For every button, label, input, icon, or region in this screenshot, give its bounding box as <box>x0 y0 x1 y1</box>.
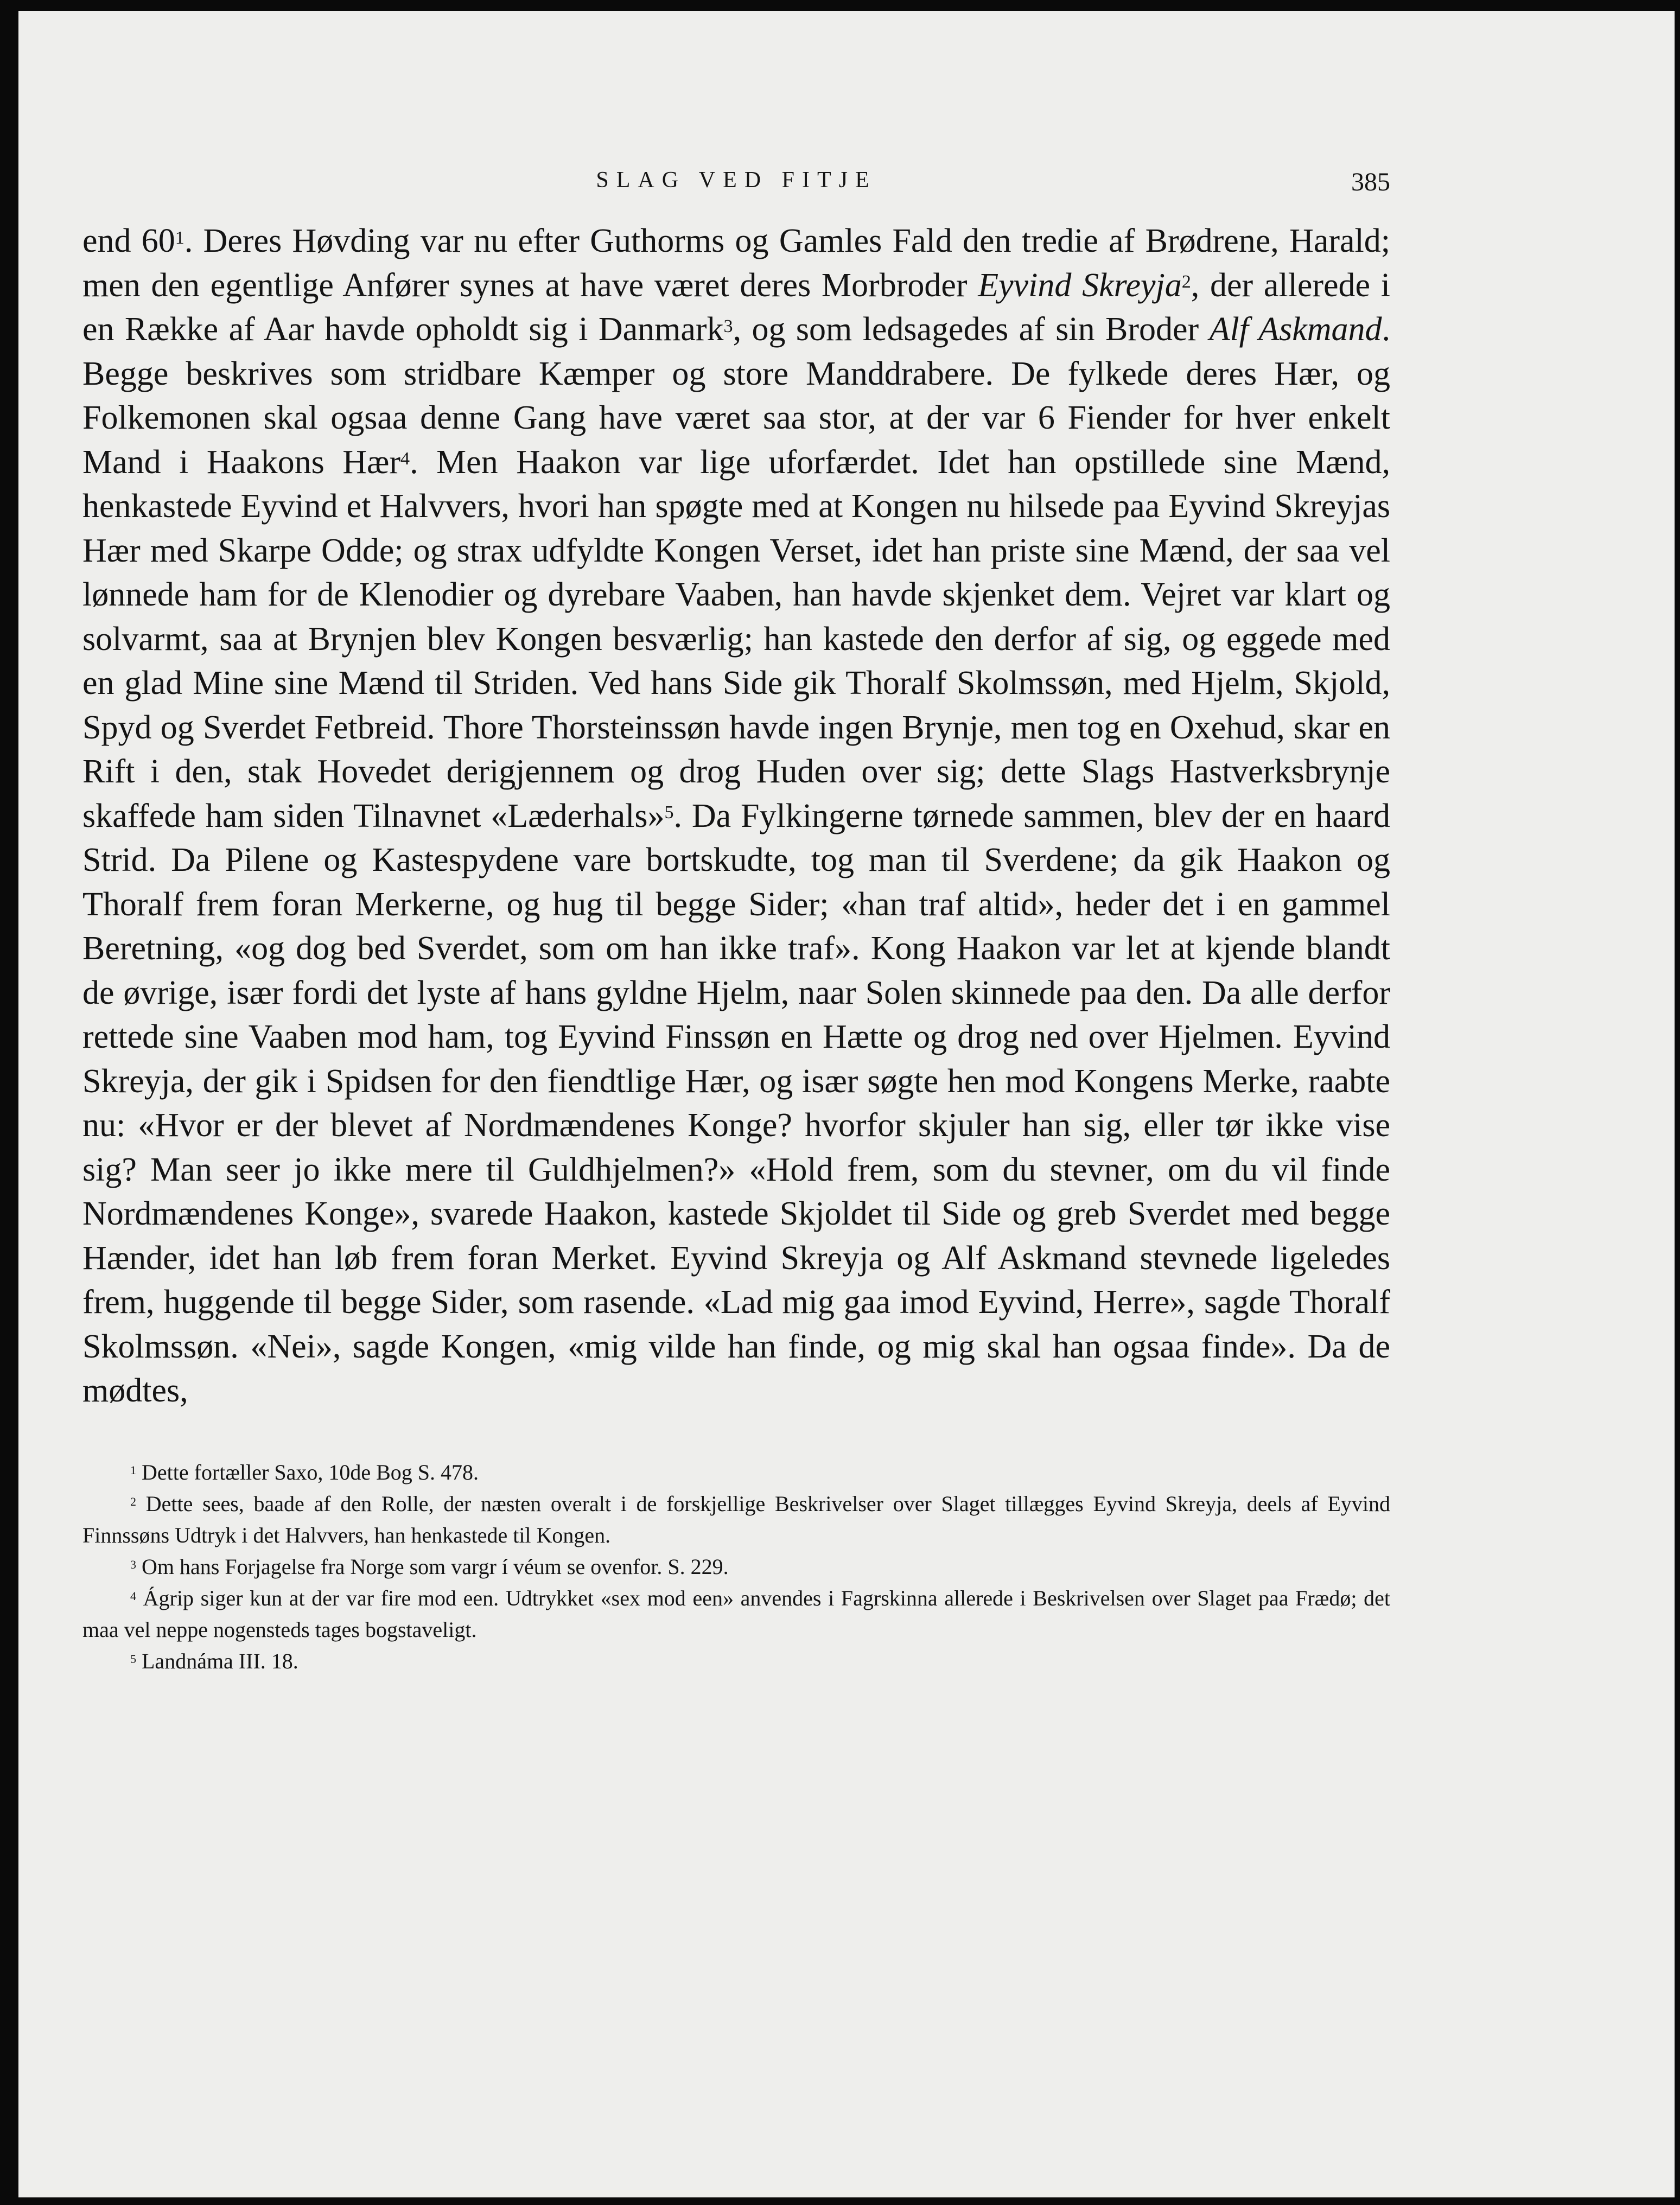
running-title: SLAG VED FITJE <box>596 168 877 193</box>
page-number: 385 <box>1351 168 1390 196</box>
footnote-ref-3: 3 <box>723 316 733 336</box>
footnote-number: 4 <box>130 1589 136 1603</box>
book-page <box>82 157 1390 1677</box>
footnote-2 <box>82 1488 1390 1551</box>
text-run: . Da Fylkingerne tørnede sammen, blev der en haard Strid. Da Pilene og Kastespydene vare bortskudte, tog man til Sverdene; da gik Haakon og Thoralf frem foran Merkerne, og hug til begge Sider; «han traf altid», heder det i en gammel Beretning, «og dog bed Sverdet, som om han ikke traf». Kong Haakon var let at kjende blandt de øvrige, især fordi det lyste af hans gyldne Hjelm, naar Solen skinnede paa den. Da alle derfor rettede sine Vaaben mod ham, tog Eyvind Finssøn en Hætte og drog ned over Hjelmen. Eyvind Skreyja, der gik i Spidsen for den fiendtlige Hær, og især søgte hen mod Kongens Merke, raabte nu: «Hvor er der blevet af Nordmændenes Konge? hvorfor skjuler han sig, eller tør ikke vise sig? Man seer jo ikke mere til Guldhjelmen?» «Hold frem, som du stevner, om du vil finde Nordmændenes Konge», svarede Haakon, kastede Skjoldet til Side og greb Sverdet med begge Hænder, idet han løb frem foran Merket. Eyvind Skreyja og Alf Askmand stevnede ligeledes frem, huggende til begge Sider, som rasende. «Lad mig gaa imod Eyvind, Herre», sagde Thoralf Skolmssøn. «Nei», sagde Kongen, «mig vilde han finde, og mig skal han ogsaa finde». Da de mødtes, <box>82 797 1390 1409</box>
footnote-number: 5 <box>130 1652 136 1666</box>
footnotes <box>82 1457 1390 1677</box>
footnote-text: Om hans Forjagelse fra Norge som vargr í véum se ovenfor. S. 229. <box>142 1554 729 1579</box>
footnote-number: 1 <box>130 1463 136 1477</box>
footnote-number: 3 <box>130 1557 136 1571</box>
footnote-ref-4: 4 <box>400 449 410 469</box>
footnote-text: Dette fortæller Saxo, 10de Bog S. 478. <box>142 1460 479 1484</box>
text-run: , og som ledsagedes af sin Broder <box>733 311 1210 348</box>
footnote-text: Dette sees, baade af den Rolle, der næsten overalt i de forskjellige Beskrivelser over Slaget tillægges Eyvind Skreyja, deels af Eyvind Finnssøns Udtryk i det Halvvers, han henkastede til Kongen. <box>82 1491 1391 1547</box>
footnote-3 <box>82 1551 1390 1583</box>
body-paragraph <box>82 219 1390 1413</box>
person-name-eyvind: Eyvind Skreyja <box>978 266 1182 304</box>
footnote-5 <box>82 1646 1390 1677</box>
footnote-text: Landnáma III. 18. <box>142 1648 298 1673</box>
text-run: end 60 <box>82 222 175 259</box>
text-run: . Deres Høvding var nu efter Guthorms og Gamles Fald den tredie af Brødrene, Harald; men den egentlige Anfører synes at have været deres Morbroder <box>82 222 1390 304</box>
person-name-alf: Alf Askmand <box>1209 311 1382 348</box>
footnote-1 <box>82 1457 1390 1488</box>
footnote-text: Ágrip siger kun at der var fire mod een. Udtrykket «sex mod een» anvendes i Fagrskinna allerede i Beskrivelsen over Slaget paa Frædø; det maa vel neppe nogensteds tages bogstaveligt. <box>82 1585 1390 1642</box>
footnote-ref-5: 5 <box>664 802 674 823</box>
footnote-number: 2 <box>130 1494 136 1508</box>
text-run: . Begge beskrives som stridbare Kæmper og store Manddrabere. De fylkede deres Hær, og Folkemonen skal ogsaa denne Gang have været saa stor, at der var 6 Fiender for hver enkelt Mand i Haakons Hær <box>82 311 1390 481</box>
text-run: . Men Haakon var lige uforfærdet. Idet han opstillede sine Mænd, henkastede Eyvind et Halvvers, hvori han spøgte med at Kongen nu hilsede paa Eyvind Skreyjas Hær med Skarpe Odde; og strax udfyldte Kongen Verset, idet han priste sine Mænd, der saa vel lønnede ham for de Klenodier og dyrebare Vaaben, han havde skjenket dem. Vejret var klart og solvarmt, saa at Brynjen blev Kongen besværlig; han kastede den derfor af sig, og eggede med en glad Mine sine Mænd til Striden. Ved hans Side gik Thoralf Skolmssøn, med Hjelm, Skjold, Spyd og Sverdet Fetbreid. Thore Thorsteinssøn havde ingen Brynje, men tog en Oxehud, skar en Rift i den, stak Hovedet derigjennem og drog Huden over sig; dette Slags Hastverksbrynje skaffede ham siden Tilnavnet «Læderhals» <box>82 443 1390 834</box>
footnote-4 <box>82 1583 1390 1646</box>
running-head <box>82 157 1390 201</box>
footnote-ref-2: 2 <box>1181 272 1191 292</box>
text-run: , der allerede i en Række af Aar havde opholdt sig i Danmark <box>82 266 1390 348</box>
footnote-ref-1: 1 <box>175 227 184 248</box>
body-text <box>82 219 1390 1413</box>
